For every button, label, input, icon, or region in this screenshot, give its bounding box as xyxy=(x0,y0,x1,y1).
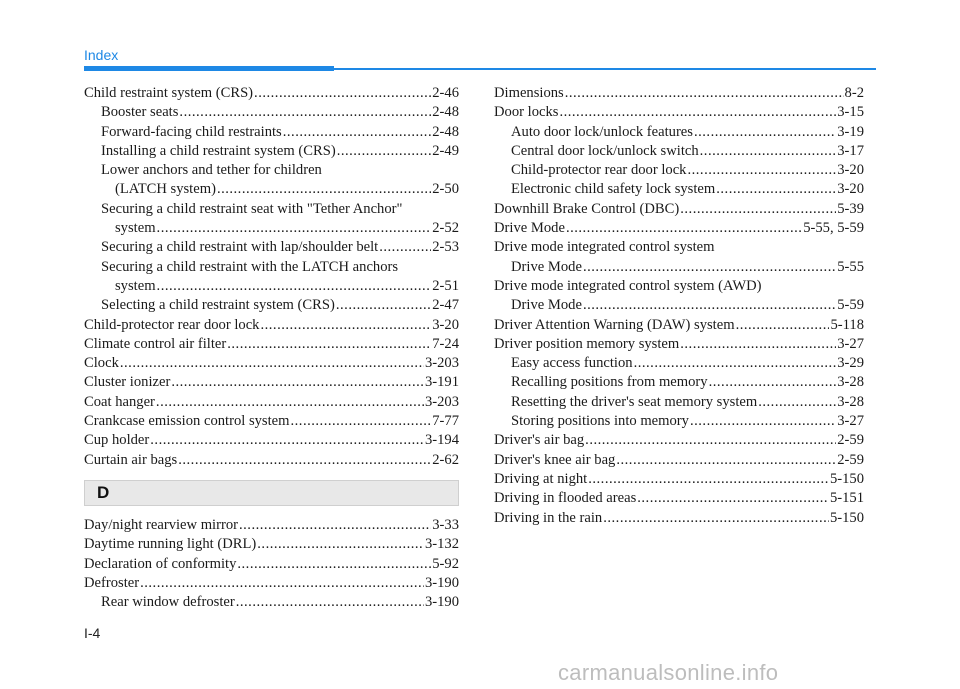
entry-page: 3-28 xyxy=(837,374,864,391)
leader-dots xyxy=(239,516,431,535)
index-list-d xyxy=(84,516,459,612)
entry-text: Drive Mode xyxy=(494,220,565,237)
entry-text: Coat hanger xyxy=(84,393,155,410)
entry-text: Resetting the driver's seat memory system xyxy=(511,393,758,410)
entry-page: 5-92 xyxy=(432,555,459,572)
index-entry xyxy=(84,393,459,412)
header-accent-bar xyxy=(84,66,334,71)
entry-page: 3-19 xyxy=(837,123,864,140)
index-entry xyxy=(84,316,459,335)
leader-dots xyxy=(157,277,432,296)
leader-dots xyxy=(336,296,431,315)
index-entry xyxy=(494,238,864,257)
leader-dots xyxy=(583,258,836,277)
index-entry xyxy=(84,296,459,315)
index-entry xyxy=(84,516,459,535)
entry-text: Driver position memory system xyxy=(494,335,680,352)
index-entry xyxy=(84,142,459,161)
watermark: carmanualsonline.info xyxy=(558,660,779,685)
entry-text: Door locks xyxy=(494,104,559,121)
index-entry xyxy=(84,373,459,392)
index-entry xyxy=(494,354,864,373)
entry-page: 7-77 xyxy=(432,413,459,430)
leader-dots xyxy=(379,238,431,257)
entry-text: Forward-facing child restraints xyxy=(101,123,282,140)
entry-text: Child-protector rear door lock xyxy=(84,316,260,333)
entry-page: 3-132 xyxy=(424,536,459,553)
entry-page: 2-59 xyxy=(837,451,864,468)
index-list-right xyxy=(494,84,864,528)
leader-dots xyxy=(140,574,424,593)
leader-dots xyxy=(709,373,837,392)
index-entry xyxy=(84,277,459,296)
leader-dots xyxy=(603,509,829,528)
entry-page: 3-20 xyxy=(837,162,864,179)
leader-dots xyxy=(337,142,432,161)
index-entry xyxy=(84,258,459,277)
leader-dots xyxy=(254,84,431,103)
entry-text: Driving at night xyxy=(494,470,588,487)
leader-dots xyxy=(687,161,836,180)
leader-dots xyxy=(291,412,432,431)
entry-text: Driver Attention Warning (DAW) system xyxy=(494,316,735,333)
entry-text: Securing a child restraint with the LATCH anchors xyxy=(101,258,399,275)
index-entry xyxy=(84,335,459,354)
entry-text: (LATCH system) xyxy=(115,181,216,198)
entry-page: 3-203 xyxy=(424,355,459,372)
entry-page: 5-55 xyxy=(837,258,864,275)
entry-text: system xyxy=(115,277,156,294)
entry-page: 3-190 xyxy=(424,594,459,611)
entry-page: 2-52 xyxy=(432,220,459,237)
entry-text: Downhill Brake Control (DBC) xyxy=(494,200,680,217)
index-entry xyxy=(84,123,459,142)
leader-dots xyxy=(120,354,424,373)
index-entry xyxy=(84,161,459,180)
header-rule xyxy=(334,68,876,70)
entry-page: 2-48 xyxy=(432,123,459,140)
entry-page: 3-27 xyxy=(837,413,864,430)
entry-text: Declaration of conformity xyxy=(84,555,237,572)
page-number: I-4 xyxy=(84,625,101,641)
leader-dots xyxy=(156,393,424,412)
index-entry xyxy=(494,123,864,142)
index-column-right xyxy=(494,84,864,528)
entry-page: 7-24 xyxy=(432,335,459,352)
index-entry xyxy=(494,316,864,335)
entry-page: 5-39 xyxy=(837,200,864,217)
entry-page: 3-20 xyxy=(837,181,864,198)
index-entry xyxy=(84,451,459,470)
entry-page: 5-118 xyxy=(830,316,864,333)
leader-dots xyxy=(566,219,802,238)
entry-text: Easy access function xyxy=(511,355,633,372)
leader-dots xyxy=(237,555,431,574)
index-entry xyxy=(84,574,459,593)
entry-page: 5-59 xyxy=(837,297,864,314)
entry-text: Child restraint system (CRS) xyxy=(84,85,254,101)
index-entry xyxy=(494,84,864,103)
leader-dots xyxy=(157,219,432,238)
entry-page: 2-59 xyxy=(837,432,864,449)
index-entry xyxy=(494,200,864,219)
entry-page: 3-191 xyxy=(424,374,459,391)
leader-dots xyxy=(690,412,836,431)
leader-dots xyxy=(680,335,836,354)
leader-dots xyxy=(178,451,431,470)
entry-page: 3-17 xyxy=(837,142,864,159)
leader-dots xyxy=(588,470,829,489)
leader-dots xyxy=(585,431,836,450)
index-entry xyxy=(84,555,459,574)
leader-dots xyxy=(559,103,836,122)
entry-page: 5-150 xyxy=(829,470,864,487)
entry-page: 3-20 xyxy=(432,316,459,333)
entry-page: 2-48 xyxy=(432,104,459,121)
entry-page: 2-51 xyxy=(432,277,459,294)
leader-dots xyxy=(680,200,836,219)
entry-text: Securing a child restraint seat with "Tether Anchor" xyxy=(101,200,403,217)
leader-dots xyxy=(637,489,829,508)
index-entry xyxy=(494,431,864,450)
leader-dots xyxy=(217,180,431,199)
leader-dots xyxy=(616,451,836,470)
entry-text: Curtain air bags xyxy=(84,451,178,468)
entry-page: 8-2 xyxy=(844,85,864,101)
index-entry xyxy=(494,451,864,470)
leader-dots xyxy=(694,123,836,142)
entry-text: Driving in the rain xyxy=(494,509,603,526)
leader-dots xyxy=(634,354,837,373)
index-entry xyxy=(84,593,459,612)
section-letter: D xyxy=(97,482,110,502)
entry-text: Drive mode integrated control system (AWD) xyxy=(494,277,762,294)
index-entry xyxy=(84,354,459,373)
leader-dots xyxy=(260,316,431,335)
index-entry xyxy=(84,412,459,431)
entry-text: Central door lock/unlock switch xyxy=(511,142,699,159)
index-column-left xyxy=(84,84,459,612)
entry-text: Dimensions xyxy=(494,85,564,101)
index-entry xyxy=(84,238,459,257)
entry-text: Climate control air filter xyxy=(84,335,227,352)
entry-page: 3-29 xyxy=(837,355,864,372)
index-entry xyxy=(84,431,459,450)
entry-page: 5-55, 5-59 xyxy=(803,220,864,237)
entry-text: system xyxy=(115,220,156,237)
entry-page: 3-194 xyxy=(424,432,459,449)
entry-page: 3-27 xyxy=(837,335,864,352)
index-entry xyxy=(84,180,459,199)
index-entry xyxy=(494,180,864,199)
index-entry xyxy=(494,335,864,354)
entry-page: 3-15 xyxy=(837,104,864,121)
entry-text: Drive Mode xyxy=(511,297,582,314)
leader-dots xyxy=(179,103,431,122)
entry-page: 3-203 xyxy=(424,393,459,410)
entry-text: Defroster xyxy=(84,574,140,591)
section-header-d xyxy=(84,480,459,506)
index-entry xyxy=(84,535,459,554)
entry-page: 2-50 xyxy=(432,181,459,198)
entry-text: Installing a child restraint system (CRS) xyxy=(101,142,336,159)
entry-page: 3-190 xyxy=(424,574,459,591)
entry-page: 3-33 xyxy=(432,516,459,533)
index-entry xyxy=(84,84,459,103)
entry-page: 2-46 xyxy=(432,85,459,101)
index-entry xyxy=(494,489,864,508)
entry-text: Recalling positions from memory xyxy=(511,374,708,391)
leader-dots xyxy=(171,373,424,392)
index-entry xyxy=(494,103,864,122)
entry-text: Clock xyxy=(84,355,119,372)
leader-dots xyxy=(257,535,424,554)
entry-text: Day/night rearview mirror xyxy=(84,516,238,533)
entry-page: 2-53 xyxy=(432,239,459,256)
index-entry xyxy=(84,219,459,238)
leader-dots xyxy=(565,84,844,103)
entry-page: 2-62 xyxy=(432,451,459,468)
entry-text: Crankcase emission control system xyxy=(84,413,290,430)
entry-text: Lower anchors and tether for children xyxy=(101,162,322,179)
index-entry xyxy=(494,161,864,180)
index-entry xyxy=(494,373,864,392)
leader-dots xyxy=(758,393,836,412)
leader-dots xyxy=(736,316,830,335)
leader-dots xyxy=(716,180,836,199)
entry-page: 3-28 xyxy=(837,393,864,410)
entry-text: Securing a child restraint with lap/shoulder belt xyxy=(101,239,379,256)
leader-dots xyxy=(150,431,424,450)
entry-page: 2-49 xyxy=(432,142,459,159)
entry-text: Driver's air bag xyxy=(494,432,585,449)
index-list-c xyxy=(84,84,459,470)
index-entry xyxy=(494,393,864,412)
entry-text: Electronic child safety lock system xyxy=(511,181,716,198)
entry-text: Cluster ionizer xyxy=(84,374,171,391)
index-entry xyxy=(494,470,864,489)
entry-text: Drive mode integrated control system xyxy=(494,239,715,256)
page-header-title: Index xyxy=(84,47,119,63)
index-entry xyxy=(494,296,864,315)
leader-dots xyxy=(283,123,431,142)
entry-text: Driver's knee air bag xyxy=(494,451,616,468)
index-entry xyxy=(494,258,864,277)
leader-dots xyxy=(700,142,837,161)
entry-page: 5-151 xyxy=(829,490,864,507)
leader-dots xyxy=(227,335,431,354)
entry-text: Storing positions into memory xyxy=(511,413,689,430)
entry-page: 2-47 xyxy=(432,297,459,314)
index-entry xyxy=(84,200,459,219)
index-entry xyxy=(494,219,864,238)
leader-dots xyxy=(236,593,424,612)
entry-text: Cup holder xyxy=(84,432,150,449)
entry-text: Rear window defroster xyxy=(101,594,235,611)
entry-text: Selecting a child restraint system (CRS) xyxy=(101,297,335,314)
entry-text: Driving in flooded areas xyxy=(494,490,637,507)
index-entry xyxy=(494,142,864,161)
entry-page: 5-150 xyxy=(829,509,864,526)
index-entry xyxy=(494,412,864,431)
index-entry xyxy=(84,103,459,122)
index-entry xyxy=(494,277,864,296)
entry-text: Child-protector rear door lock xyxy=(511,162,687,179)
entry-text: Auto door lock/unlock features xyxy=(511,123,693,140)
entry-text: Drive Mode xyxy=(511,258,582,275)
leader-dots xyxy=(583,296,836,315)
entry-text: Daytime running light (DRL) xyxy=(84,536,257,553)
index-entry xyxy=(494,509,864,528)
entry-text: Booster seats xyxy=(101,104,179,121)
